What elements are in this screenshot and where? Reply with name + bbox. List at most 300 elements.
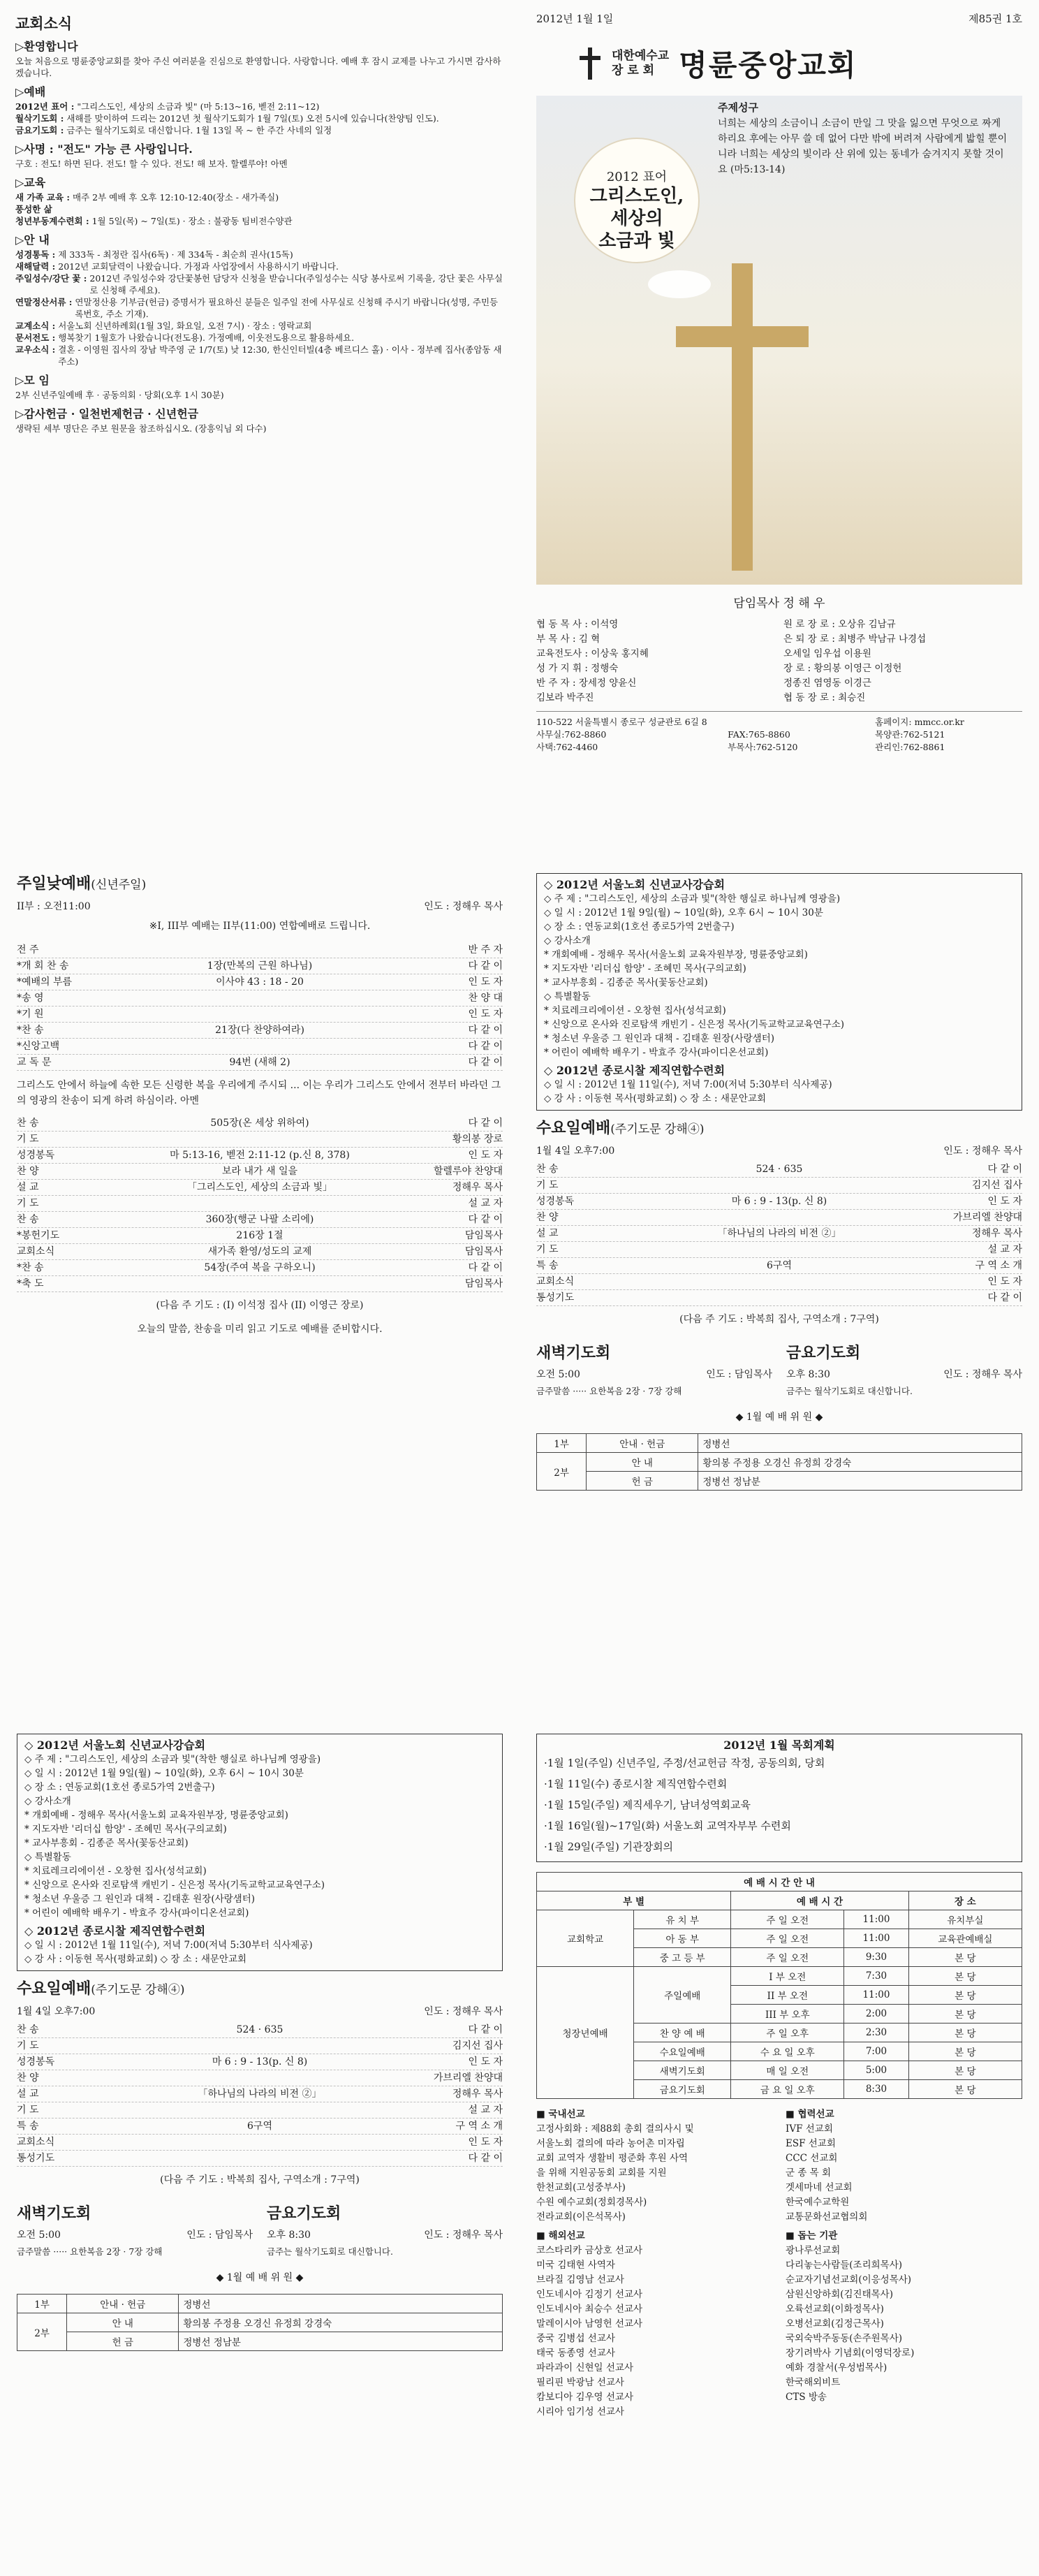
order-item: 설 교: [17, 1182, 39, 1193]
coop-mission-title: ■ 협력선교: [786, 2109, 834, 2120]
plan-item: ·1월 16일(월)~17일(화) 서울노회 교역자부부 수련회: [544, 1820, 791, 1832]
item-value: 2012년 교회달력이 나왔습니다. 가정과 사업장에서 사용하시기 바랍니다.: [58, 261, 339, 272]
table-cell: 찬 양 예 배: [634, 2024, 731, 2042]
order-person: 설 교 자: [987, 1244, 1022, 1255]
order-item: 성경봉독: [17, 2056, 55, 2068]
table-row: [537, 1434, 1022, 1453]
item-key: 성경통독 :: [15, 249, 56, 260]
plan-item: ·1월 15일(주일) 제직세우기, 남녀성역회교육: [544, 1799, 751, 1811]
item-value: 연말정산용 기부금(헌금) 증명서가 필요하신 분들은 일주일 전에 사무실로 신청해 주시기 바랍니다(성명, 주민등록번호, 주소 기재).: [75, 297, 499, 319]
order-row: [17, 2054, 503, 2070]
monthly-plan-title: 2012년 1월 목회계획: [723, 1739, 835, 1752]
list-item: 삼원신앙하회(김진태목사): [786, 2289, 893, 2300]
table-cell: 금요기도회: [634, 2080, 731, 2099]
order-person: 할렐루야 찬양대: [433, 1166, 503, 1177]
sunday-closing: 오늘의 말씀, 찬송을 미리 읽고 기도로 예배를 준비합시다.: [137, 1324, 383, 1335]
order-item: 통성기도: [17, 2153, 55, 2164]
order-content: [101, 2038, 419, 2054]
table-cell: 안 내: [67, 2313, 179, 2332]
sunday-order-2: [17, 1115, 503, 1292]
staff-line: 교육전도사 : 이상욱 홍지혜: [536, 648, 649, 659]
table-cell: 정병선 정남분: [698, 1472, 1022, 1491]
table-row: [17, 2313, 503, 2332]
sunday-leader: 인도 : 정해우 목사: [424, 901, 503, 912]
order-item: 교 독 문: [17, 1057, 52, 1068]
order-content: 54장(주여 복을 구하오니): [204, 1262, 316, 1273]
seminar-line: * 청소년 우울증 그 원인과 대책 - 김태훈 원장(사랑샘터): [544, 1033, 775, 1044]
order-content: [620, 1210, 938, 1225]
order-person: 가브리엘 찬양대: [952, 1212, 1022, 1223]
friday-text: 금주는 월삭기도회로 대신합니다.: [267, 2246, 393, 2257]
table-header: 장 소: [908, 1891, 1022, 1910]
order-person: 인 도 자: [468, 1150, 503, 1161]
order-person: 다 같 이: [468, 1041, 503, 1052]
order-person: 다 같 이: [468, 1262, 503, 1273]
order-person: 찬 양 대: [468, 993, 503, 1004]
order-content: [101, 990, 419, 1006]
order-person: 정해우 목사: [971, 1228, 1022, 1239]
committee-title: ◆ 1월 예 배 위 원 ◆: [735, 1412, 823, 1423]
motto-year: 2012 표어: [606, 170, 668, 184]
list-item: 겟세마네 선교회: [786, 2182, 853, 2193]
seminar-line: ◇ 일 시 : 2012년 1월 9일(월) ~ 10일(화), 오후 6시 ~ 10시 30분: [544, 907, 823, 919]
list-item: 인도네시아 김정기 선교사: [536, 2289, 643, 2300]
item-key: 새 가족 교육 :: [15, 192, 71, 203]
order-person: 가브리엘 찬양대: [433, 2072, 503, 2084]
item-value: 금주는 월삭기도회로 대신합니다. 1월 13일 목 ~ 한 주간 사네의 일정: [66, 125, 332, 136]
order-content: 360장(행군 나팔 소리에): [205, 1214, 314, 1225]
order-content: 1장(만복의 근원 하나님): [207, 960, 313, 972]
table-cell: 안 내: [587, 1453, 698, 1472]
table-cell: 7:30: [844, 1967, 908, 1986]
motto-line: 세상의: [610, 208, 663, 229]
list-item: 한국예수교학원: [786, 2197, 850, 2208]
list-item: 순교자기념선교회(이응성목사): [786, 2274, 912, 2285]
table-cell: 헌 금: [587, 1472, 698, 1491]
table-cell: 주 일 오전: [731, 1929, 844, 1948]
dawn-prayer: [536, 1335, 772, 1397]
service-times-title: 예 배 시 간 안 내: [537, 1873, 1022, 1891]
staff-line: 성 가 지 휘 : 정행숙: [536, 663, 619, 674]
order-content: 마 5:13-16, 벧전 2:11-12 (p.신 8, 378): [170, 1150, 350, 1161]
table-cell: 본 당: [908, 2005, 1022, 2024]
seminar-line: * 교사부흥회 - 김종준 목사(꽃동산교회): [544, 977, 708, 988]
retreat-title: ◇ 2012년 종로시찰 제직연합수련회: [24, 1924, 206, 1938]
table-cell: 청장년예배: [537, 1967, 634, 2099]
list-item: 광나루선교회: [786, 2245, 841, 2256]
order-person: 다 같 이: [468, 1214, 503, 1225]
dawn-leader: 인도 : 담임목사: [186, 2230, 253, 2241]
item-key: 금요기도회 :: [15, 125, 64, 136]
phone-home: 사택:762-4460: [536, 742, 598, 752]
table-cell: 금 요 일 오후: [731, 2080, 844, 2099]
table-cell: 2부: [17, 2313, 67, 2351]
order-item: 찬 송: [17, 1118, 39, 1129]
cover-page: [520, 0, 1039, 855]
order-content: 「하나님의 나라의 비전 ②」: [198, 2088, 322, 2100]
table-cell: 주 일 오후: [731, 2024, 844, 2042]
item-value: 2012년 주일성수와 강단꽃봉헌 담당자 신청을 받습니다(주일성수는 식당 봉사로써 기록을, 강단 꽃은 사무실로 신청해 주세요).: [89, 273, 503, 295]
list-item: 중국 김병섭 선교사: [536, 2333, 615, 2344]
order-content: 524 · 635: [236, 2024, 283, 2035]
seminar-line: * 청소년 우울증 그 원인과 대책 - 김태훈 원장(사랑샘터): [24, 1894, 256, 1905]
issue-date: 2012년 1월 1일: [536, 13, 614, 25]
denomination: [612, 49, 669, 78]
order-item: *축 도: [17, 1278, 44, 1289]
order-row: [536, 1290, 1022, 1306]
table-row: [537, 1967, 1022, 1986]
retreat-line: ◇ 강 사 : 이동현 목사(평화교회) ◇ 장 소 : 새문안교회: [24, 1954, 247, 1965]
seminar-line: * 지도자반 '리더십 함양' - 조혜민 목사(구의교회): [24, 1824, 227, 1835]
sunday-worship-page: [0, 855, 520, 1715]
events-page-repeat: [0, 1715, 520, 2576]
order-person: 인 도 자: [468, 2056, 503, 2068]
service-times-table: [536, 1872, 1022, 2099]
order-item: 기 도: [536, 1180, 559, 1191]
table-row: [17, 2332, 503, 2351]
staff-line: 정종진 염영동 이경근: [783, 678, 871, 689]
table-cell: 1부: [17, 2295, 67, 2313]
order-row: [17, 2086, 503, 2102]
list-item: 오륙선교회(이화정목사): [786, 2304, 884, 2315]
mission-lists: [536, 2107, 1022, 2420]
order-content: [620, 1290, 938, 1305]
order-content: 6구역: [767, 1260, 792, 1271]
item-key: 연말정산서류 :: [15, 297, 73, 307]
order-row: [17, 2151, 503, 2167]
seminar-line: ◇ 특별활동: [544, 991, 591, 1002]
retreat-line: ◇ 일 시 : 2012년 1월 11일(수), 저녁 7:00(저녁 5:30부터 식사제공): [544, 1079, 832, 1090]
order-content: [101, 1039, 419, 1054]
order-row: [17, 1276, 503, 1292]
list-item: 전라교회(이은석목사): [536, 2211, 626, 2223]
table-cell: 중 고 등 부: [634, 1948, 731, 1967]
order-content: 「하나님의 나라의 비전 ②」: [717, 1228, 841, 1239]
table-cell: 유 치 부: [634, 1910, 731, 1929]
phone-caretaker: 관리인:762-8861: [875, 742, 945, 752]
staff-line: 협 동 장 로 : 최승진: [783, 692, 866, 703]
order-person: 반 주 자: [468, 944, 503, 956]
order-row: [17, 942, 503, 958]
donation-text: 생략된 세부 명단은 주보 원문을 참조하십시오. (장흥익님 외 다수): [15, 423, 267, 434]
education-list: [15, 191, 504, 227]
order-item: 찬 송: [17, 1214, 39, 1225]
item-key: 2012년 표어 :: [15, 101, 75, 112]
friday-prayer: [786, 1335, 1022, 1397]
order-row: [17, 1007, 503, 1023]
order-content: [620, 1178, 938, 1193]
list-item: 파라과이 신현일 선교사: [536, 2362, 633, 2373]
info-item: [15, 261, 504, 272]
info-item: [15, 249, 504, 261]
wednesday-title-sub: (주기도문 강해④): [610, 1122, 705, 1136]
table-cell: 수 요 일 오후: [731, 2042, 844, 2061]
staff-line: 원 로 장 로 : 오상유 김남규: [783, 619, 896, 630]
staff-line: 김보라 박주진: [536, 692, 594, 703]
item-value: 새해를 맞이하여 드리는 2012년 첫 월삭기도회가 1월 7일(토) 오전 5시에 있습니다(찬양팀 인도).: [66, 113, 439, 124]
domestic-mission-title: ■ 국내선교: [536, 2109, 585, 2120]
order-content: [101, 1132, 419, 1147]
mission-col-left: [536, 2107, 773, 2420]
sunday-note: ※I, III부 예배는 II부(11:00) 연합예배로 드립니다.: [149, 921, 371, 932]
order-person: 구 역 소 개: [975, 1260, 1022, 1271]
table-cell: 정병선: [698, 1434, 1022, 1453]
table-cell: 본 당: [908, 2080, 1022, 2099]
item-value: 결혼 - 이영원 집사의 장남 박주영 군 1/7(토) 낮 12:30, 한신인터빌(4층 베르디스 홀) · 이사 - 정부례 집사(종암동 새주소): [58, 344, 502, 367]
wednesday-title-sub: (주기도문 강해④): [91, 1983, 185, 1997]
info-item: [15, 332, 504, 344]
staff-line: 오세일 임우섭 이용원: [783, 648, 871, 659]
seminar-line: * 어린이 예배학 배우기 - 박효주 강사(파이디온선교회): [24, 1908, 249, 1919]
welcome-text: 오늘 처음으로 명륜중앙교회를 찾아 주신 여러분을 진심으로 환영합니다. 사랑합니다. 예배 후 잠시 교제를 나누고 가시면 감사하겠습니다.: [15, 56, 501, 78]
retreat-title: ◇ 2012년 종로시찰 제직연합수련회: [544, 1064, 725, 1077]
homepage: 홈페이지: mmcc.or.kr: [875, 717, 964, 727]
table-cell: 본 당: [908, 1967, 1022, 1986]
order-row: [536, 1242, 1022, 1258]
prayer-meetings: [17, 2196, 503, 2257]
seminar-line: * 치료레크리에이션 - 오창현 집사(성석교회): [544, 1005, 726, 1016]
senior-pastor: 담임목사 정 해 우: [733, 597, 825, 610]
order-row: [17, 1212, 503, 1228]
staff-line: 협 동 목 사 : 이석영: [536, 619, 619, 630]
order-item: 설 교: [536, 1228, 559, 1239]
worship-heading: ▷예배: [15, 85, 46, 98]
table-cell: 본 당: [908, 1986, 1022, 2005]
table-cell: 헌 금: [67, 2332, 179, 2351]
order-item: *신앙고백: [17, 1041, 60, 1052]
order-item: 성경봉독: [17, 1150, 55, 1161]
table-cell: 본 당: [908, 2042, 1022, 2061]
cross-logo-icon: [578, 47, 602, 80]
order-person: 황의봉 장로: [452, 1134, 503, 1145]
list-item: 고정사회화 : 제88회 총회 결의사시 및: [536, 2123, 694, 2135]
order-content: 524 · 635: [756, 1164, 803, 1175]
table-row: [537, 1873, 1022, 1891]
table-cell: 5:00: [844, 2061, 908, 2080]
order-content: [101, 2135, 419, 2150]
table-cell: 1부: [537, 1434, 587, 1453]
order-item: 찬 양: [17, 2072, 39, 2084]
table-cell: 11:00: [844, 1910, 908, 1929]
order-item: 기 도: [17, 2040, 39, 2051]
table-cell: 9:30: [844, 1948, 908, 1967]
announcements-title: 교회소식: [15, 15, 73, 32]
order-row: [17, 1244, 503, 1260]
mission-text: 구호 : 전도! 하면 된다. 전도! 할 수 있다. 전도! 해 보자. 할렐루야! 아멘: [15, 159, 288, 169]
order-row: [17, 1039, 503, 1055]
retreat-line: ◇ 강 사 : 이동현 목사(평화교회) ◇ 장 소 : 새문안교회: [544, 1093, 767, 1104]
order-row: [17, 1164, 503, 1180]
list-item: 교회 교역자 생활비 평준화 후원 사역: [536, 2153, 688, 2164]
events-page: [520, 855, 1039, 1715]
order-person: 설 교 자: [468, 2105, 503, 2116]
list-item: IVF 선교회: [786, 2123, 833, 2135]
friday-meta: [267, 2227, 503, 2241]
table-cell: 새벽기도회: [634, 2061, 731, 2080]
worship-list: [15, 101, 504, 136]
order-item: 성경봉독: [536, 1196, 575, 1207]
list-item: 인도네시아 최승수 선교사: [536, 2304, 643, 2315]
list-item: 코스타리카 금상호 선교사: [536, 2245, 643, 2256]
list-item: 군 종 목 회: [786, 2167, 832, 2179]
friday-text: 금주는 월삭기도회로 대신합니다.: [786, 1386, 913, 1396]
seminar-box: [536, 873, 1022, 1111]
seminar-title: ◇ 2012년 서울노회 신년교사강습회: [544, 878, 725, 891]
order-content: 이사야 43 : 18 - 20: [216, 976, 304, 988]
order-item: *봉헌기도: [17, 1230, 60, 1241]
table-cell: 안내 · 헌금: [67, 2295, 179, 2313]
item-value: 행복찾기 1월호가 나왔습니다(전도용). 가정예배, 이웃전도용으로 활용하세요.: [58, 332, 355, 343]
wednesday-time: 1월 4일 오후7:00: [17, 2006, 96, 2017]
order-content: [620, 1242, 938, 1257]
table-cell: 정병선: [179, 2295, 503, 2313]
order-content: 마 6 : 9 - 13(p. 신 8): [212, 2056, 308, 2068]
wednesday-leader: 인도 : 정해우 목사: [424, 2006, 503, 2017]
order-item: 교회소식: [17, 2137, 55, 2148]
order-row: [17, 1115, 503, 1132]
order-person: 담임목사: [464, 1278, 503, 1289]
sunday-next-prayer: (다음 주 기도 : (I) 이석정 집사 (II) 이영근 장로): [156, 1300, 364, 1311]
table-row: [537, 1891, 1022, 1910]
order-person: 다 같 이: [468, 1057, 503, 1068]
dawn-text: 금주말씀 ····· 요한복음 2장 · 7장 강해: [536, 1386, 682, 1396]
order-content: 94번 (새해 2): [229, 1057, 290, 1068]
seminar-line: * 지도자반 '리더십 함양' - 조혜민 목사(구의교회): [544, 963, 746, 974]
seminar-title: ◇ 2012년 서울노회 신년교사강습회: [24, 1739, 206, 1752]
staff-line: 장 로 : 황의봉 이영근 이정헌: [783, 663, 902, 674]
list-item: 다리놓는사람들(조리희목사): [786, 2260, 903, 2271]
order-content: [101, 1196, 419, 1211]
order-person: 다 같 이: [468, 1118, 503, 1129]
friday-title: 금요기도회: [267, 2204, 341, 2223]
order-content: [101, 2151, 419, 2166]
order-row: [17, 2070, 503, 2086]
order-person: 담임목사: [464, 1230, 503, 1241]
table-cell: 주 일 오전: [731, 1948, 844, 1967]
dawn-prayer: [17, 2196, 253, 2257]
order-item: 찬 송: [17, 2024, 39, 2035]
order-item: 특 송: [17, 2121, 39, 2132]
staff-list: [536, 617, 1022, 705]
donation-heading: ▷감사헌금 · 일천번제헌금 · 신년헌금: [15, 407, 199, 420]
table-cell: 본 당: [908, 1948, 1022, 1967]
info-item: [15, 344, 504, 367]
table-cell: III 부 오후: [731, 2005, 844, 2024]
sunday-order: [17, 942, 503, 1071]
order-row: [17, 1132, 503, 1148]
friday-leader: 인도 : 정해우 목사: [424, 2230, 503, 2241]
order-content: [620, 1274, 938, 1289]
seminar-line: ◇ 장 소 : 연동교회(1호선 종로5가역 2번출구): [544, 921, 735, 932]
dawn-text: 금주말씀 ····· 요한복음 2장 · 7장 강해: [17, 2246, 163, 2257]
table-cell: 11:00: [844, 1986, 908, 2005]
staff-line: 은 퇴 장 로 : 최병주 박남규 나경섭: [783, 634, 927, 645]
item-value: "그리스도인, 세상의 소금과 빛" (마 5:13~16, 벧전 2:11~12): [77, 101, 320, 112]
friday-leader: 인도 : 정해우 목사: [943, 1369, 1022, 1380]
theme-verse: [718, 100, 1011, 177]
issue-number: 제85권 1호: [968, 13, 1022, 25]
seminar-box: [17, 1734, 503, 1971]
order-content: [101, 2102, 419, 2118]
worship-item: [15, 101, 504, 112]
order-item: *찬 송: [17, 1262, 44, 1273]
item-key: 청년부동계수련회 :: [15, 216, 89, 226]
table-cell: 안내 · 헌금: [587, 1434, 698, 1453]
sunday-time: II부 : 오전11:00: [17, 901, 91, 912]
order-person: 인 도 자: [987, 1196, 1022, 1207]
table-cell: 정병선 정남분: [179, 2332, 503, 2351]
list-item: 말레이시아 남영헌 선교사: [536, 2318, 643, 2329]
sunday-meta: [17, 899, 503, 913]
order-row: [17, 958, 503, 974]
order-row: [536, 1210, 1022, 1226]
worship-item: [15, 124, 504, 136]
list-item: 오병선교회(김정근목사): [786, 2318, 884, 2329]
table-cell: 7:00: [844, 2042, 908, 2061]
order-item: *기 원: [17, 1009, 44, 1020]
order-row: [536, 1178, 1022, 1194]
wednesday-next-prayer: (다음 주 기도 : 박복희 집사, 구역소개 : 7구역): [160, 2174, 360, 2186]
order-row: [17, 1055, 503, 1071]
order-person: 김지선 집사: [971, 1180, 1022, 1191]
motto-line: 그리스도인,: [589, 186, 684, 207]
order-row: [17, 2038, 503, 2054]
table-cell: 8:30: [844, 2080, 908, 2099]
overseas-mission-title: ■ 해외선교: [536, 2230, 585, 2241]
friday-prayer: [267, 2196, 503, 2257]
order-content: 마 6 : 9 - 13(p. 신 8): [731, 1196, 827, 1207]
church-name: 명륜중앙교회: [679, 48, 857, 82]
phone-office: 사무실:762-8860: [536, 729, 607, 740]
support-org-title: ■ 돕는 기관: [786, 2230, 838, 2241]
order-item: 기 도: [17, 1134, 39, 1145]
order-person: 인 도 자: [987, 1276, 1022, 1287]
list-item: 교통문화선교협의회: [786, 2211, 868, 2223]
mission-col-right: [786, 2107, 1022, 2420]
wednesday-leader: 인도 : 정해우 목사: [943, 1146, 1022, 1157]
item-value: 서울노회 신년하례회(1월 3일, 화요일, 오전 7시) · 장소 : 영락교회: [58, 321, 312, 331]
seminar-line: ◇ 주 제 : "그리스도인, 세상의 소금과 빛"(착한 행실로 하나님께 영광을): [24, 1754, 321, 1765]
order-person: 인 도 자: [468, 2137, 503, 2148]
table-cell: 11:00: [844, 1929, 908, 1948]
education-item: [15, 203, 504, 215]
theme-label: 주제성구: [718, 101, 758, 114]
table-cell: 교육관예배실: [908, 1929, 1022, 1948]
schedule-page: [520, 1715, 1039, 2576]
wednesday-next-prayer: (다음 주 기도 : 박복희 집사, 구역소개 : 7구역): [679, 1314, 879, 1325]
table-header: 부 별: [537, 1891, 731, 1910]
denomination-line: 장 로 회: [612, 64, 655, 78]
order-person: 김지선 집사: [452, 2040, 503, 2051]
list-item: 브라질 김영남 선교사: [536, 2274, 624, 2285]
table-row: [537, 1472, 1022, 1491]
motto-line: 소금과 빛: [598, 230, 675, 251]
committee-title: ◆ 1월 예 배 위 원 ◆: [216, 2272, 304, 2283]
seminar-line: ◇ 강사소개: [544, 935, 591, 946]
table-cell: 2:30: [844, 2024, 908, 2042]
sunday-title-text: 주일낮예배: [17, 874, 91, 893]
seminar-line: * 어린이 예배학 배우기 - 박효주 강사(파이디온선교회): [544, 1047, 769, 1058]
info-heading: ▷안 내: [15, 233, 50, 247]
table-cell: I 부 오전: [731, 1967, 844, 1986]
order-content: 「그리스도인, 세상의 소금과 빛」: [186, 1182, 333, 1193]
friday-title: 금요기도회: [786, 1344, 861, 1362]
item-key: 주일성수/강단 꽃 :: [15, 273, 87, 284]
order-item: 기 도: [17, 1198, 39, 1209]
order-person: 인 도 자: [468, 976, 503, 988]
dawn-time: 오전 5:00: [17, 2230, 61, 2241]
education-item: [15, 215, 504, 227]
